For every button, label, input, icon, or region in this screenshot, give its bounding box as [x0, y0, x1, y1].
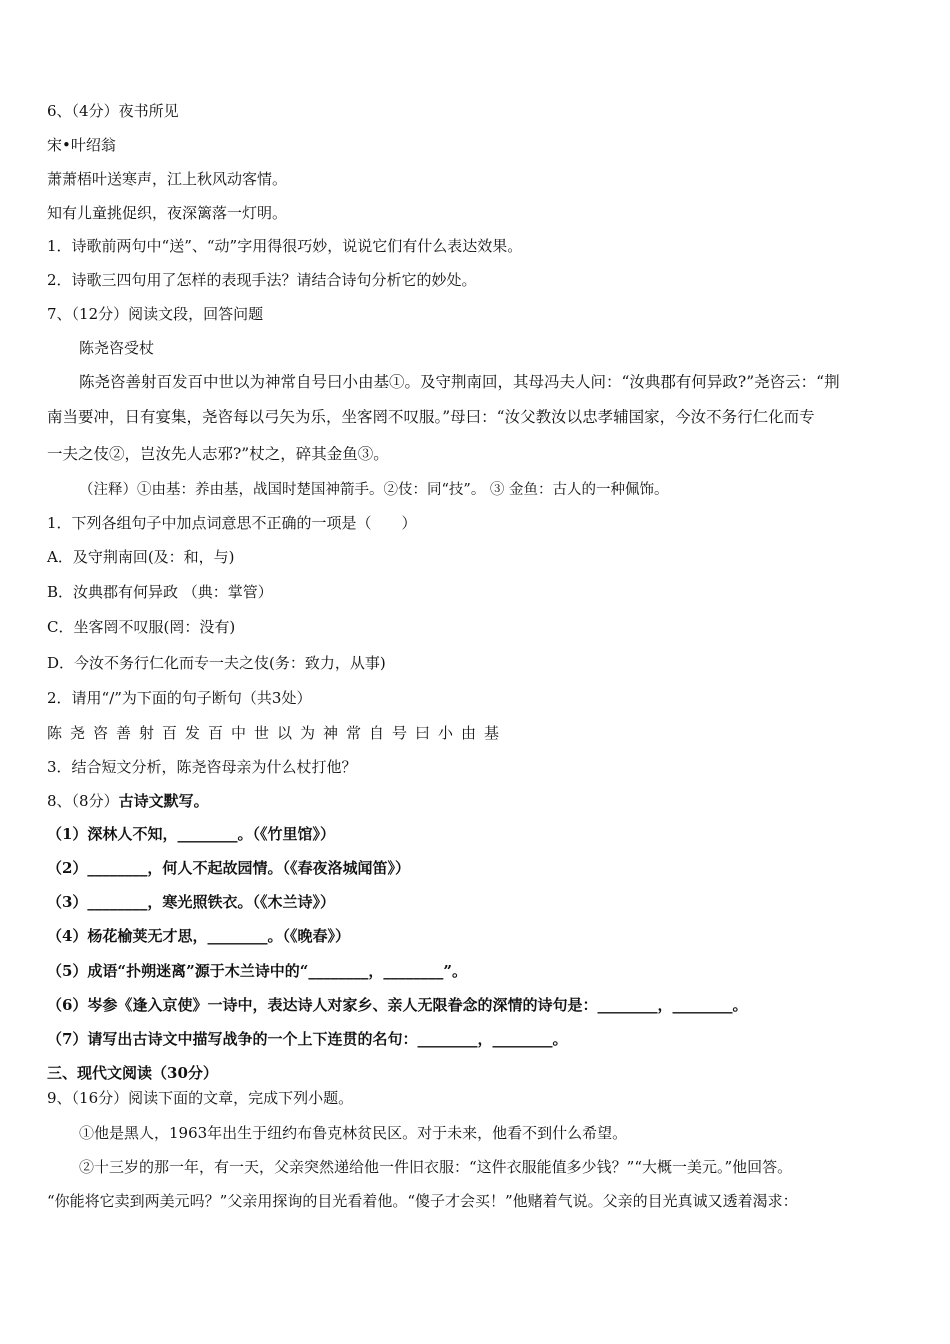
q8-item-7: （7）请写出古诗文中描写战争的一个上下连贯的名句：________，________。 — [47, 1030, 568, 1048]
q8-heading-number: 8、（8分） — [47, 792, 119, 810]
section-3-heading: 三、现代文阅读（30分） — [47, 1064, 218, 1082]
q8-heading — [47, 791, 209, 811]
q7-option-b: B．汝典郡有何异政 （典：掌管） — [47, 583, 273, 601]
q7-option-d: D．今汝不务行仁化而专一夫之伎(务：致力，从事) — [47, 654, 386, 672]
q7-subquestion-2: 2．请用“/”为下面的句子断句（共3处） — [47, 689, 312, 707]
q6-poem-author: 宋•叶绍翁 — [47, 136, 116, 154]
q6-poem-line-1: 萧萧梧叶送寒声，江上秋风动客情。 — [47, 170, 288, 188]
q7-subquestion-1: 1．下列各组句子中加点词意思不正确的一项是（ ） — [47, 514, 417, 532]
q7-passage-title: 陈尧咨受杖 — [79, 339, 155, 357]
q6-subquestion-1: 1．诗歌前两句中“送”、“动”字用得很巧妙，说说它们有什么表达效果。 — [47, 237, 523, 255]
q8-item-1: （1）深林人不知，________。（《竹里馆》） — [47, 825, 335, 843]
q9-paragraph-2: ②十三岁的那一年，有一天，父亲突然递给他一件旧衣服：“这件衣服能值多少钱？”“大概一美元。”他回答。 — [79, 1158, 793, 1176]
q8-item-6: （6）岑参《逢入京使》一诗中，表达诗人对家乡、亲人无限眷念的深情的诗句是：________，________。 — [47, 996, 748, 1014]
q8-heading-text: 古诗文默写。 — [118, 792, 209, 810]
q8-item-3: （3）________，寒光照铁衣。（《木兰诗》） — [47, 893, 335, 911]
q7-notes: （注释）①由基：养由基，战国时楚国神箭手。②伎：同“技”。 ③ 金鱼：古人的一种佩饰。 — [79, 482, 669, 498]
q7-heading: 7、（12分）阅读文段，回答问题 — [47, 305, 264, 323]
q8-item-2: （2）________，何人不起故园情。（《春夜洛城闻笛》） — [47, 859, 410, 877]
q9-paragraph-2-continued: “你能将它卖到两美元吗？”父亲用探询的目光看着他。“傻子才会买！”他赌着气说。父亲的目光真诚又透着渴求： — [47, 1192, 798, 1210]
q6-subquestion-2: 2．诗歌三四句用了怎样的表现手法？请结合诗句分析它的妙处。 — [47, 271, 477, 289]
q6-heading: 6、（4分）夜书所见 — [47, 102, 179, 120]
q8-item-4: （4）杨花榆荚无才思，________。（《晚春》） — [47, 927, 350, 945]
q7-passage-line-3: 一夫之伎②，岂汝先人志邪?”杖之，碎其金鱼③。 — [47, 445, 389, 463]
q9-paragraph-1: ①他是黑人，1963年出生于纽约布鲁克林贫民区。对于未来，他看不到什么希望。 — [79, 1124, 628, 1142]
q7-sentence-to-punctuate: 陈尧咨善射百发百中世以为神常自号曰小由基 — [47, 724, 508, 742]
q7-passage-line-1: 陈尧咨善射百发百中世以为神常自号曰小由基①。及守荆南回，其母冯夫人问：“汝典郡有何异政?”尧咨云：“荆 — [79, 373, 840, 391]
q7-passage-line-2: 南当要冲，日有宴集，尧咨每以弓矢为乐，坐客罔不叹服。”母曰：“汝父教汝以忠孝辅国家，今汝不务行仁化而专 — [47, 408, 815, 426]
q7-option-c: C．坐客罔不叹服(罔：没有) — [47, 618, 236, 636]
q7-option-a: A．及守荆南回(及：和，与) — [47, 548, 235, 566]
q9-heading: 9、（16分）阅读下面的文章，完成下列小题。 — [47, 1089, 354, 1107]
q8-item-5: （5）成语“扑朔迷离”源于木兰诗中的“________，________”。 — [47, 962, 467, 980]
q6-poem-line-2: 知有儿童挑促织，夜深篱落一灯明。 — [47, 204, 288, 222]
q7-subquestion-3: 3．结合短文分析，陈尧咨母亲为什么杖打他？ — [47, 758, 357, 776]
